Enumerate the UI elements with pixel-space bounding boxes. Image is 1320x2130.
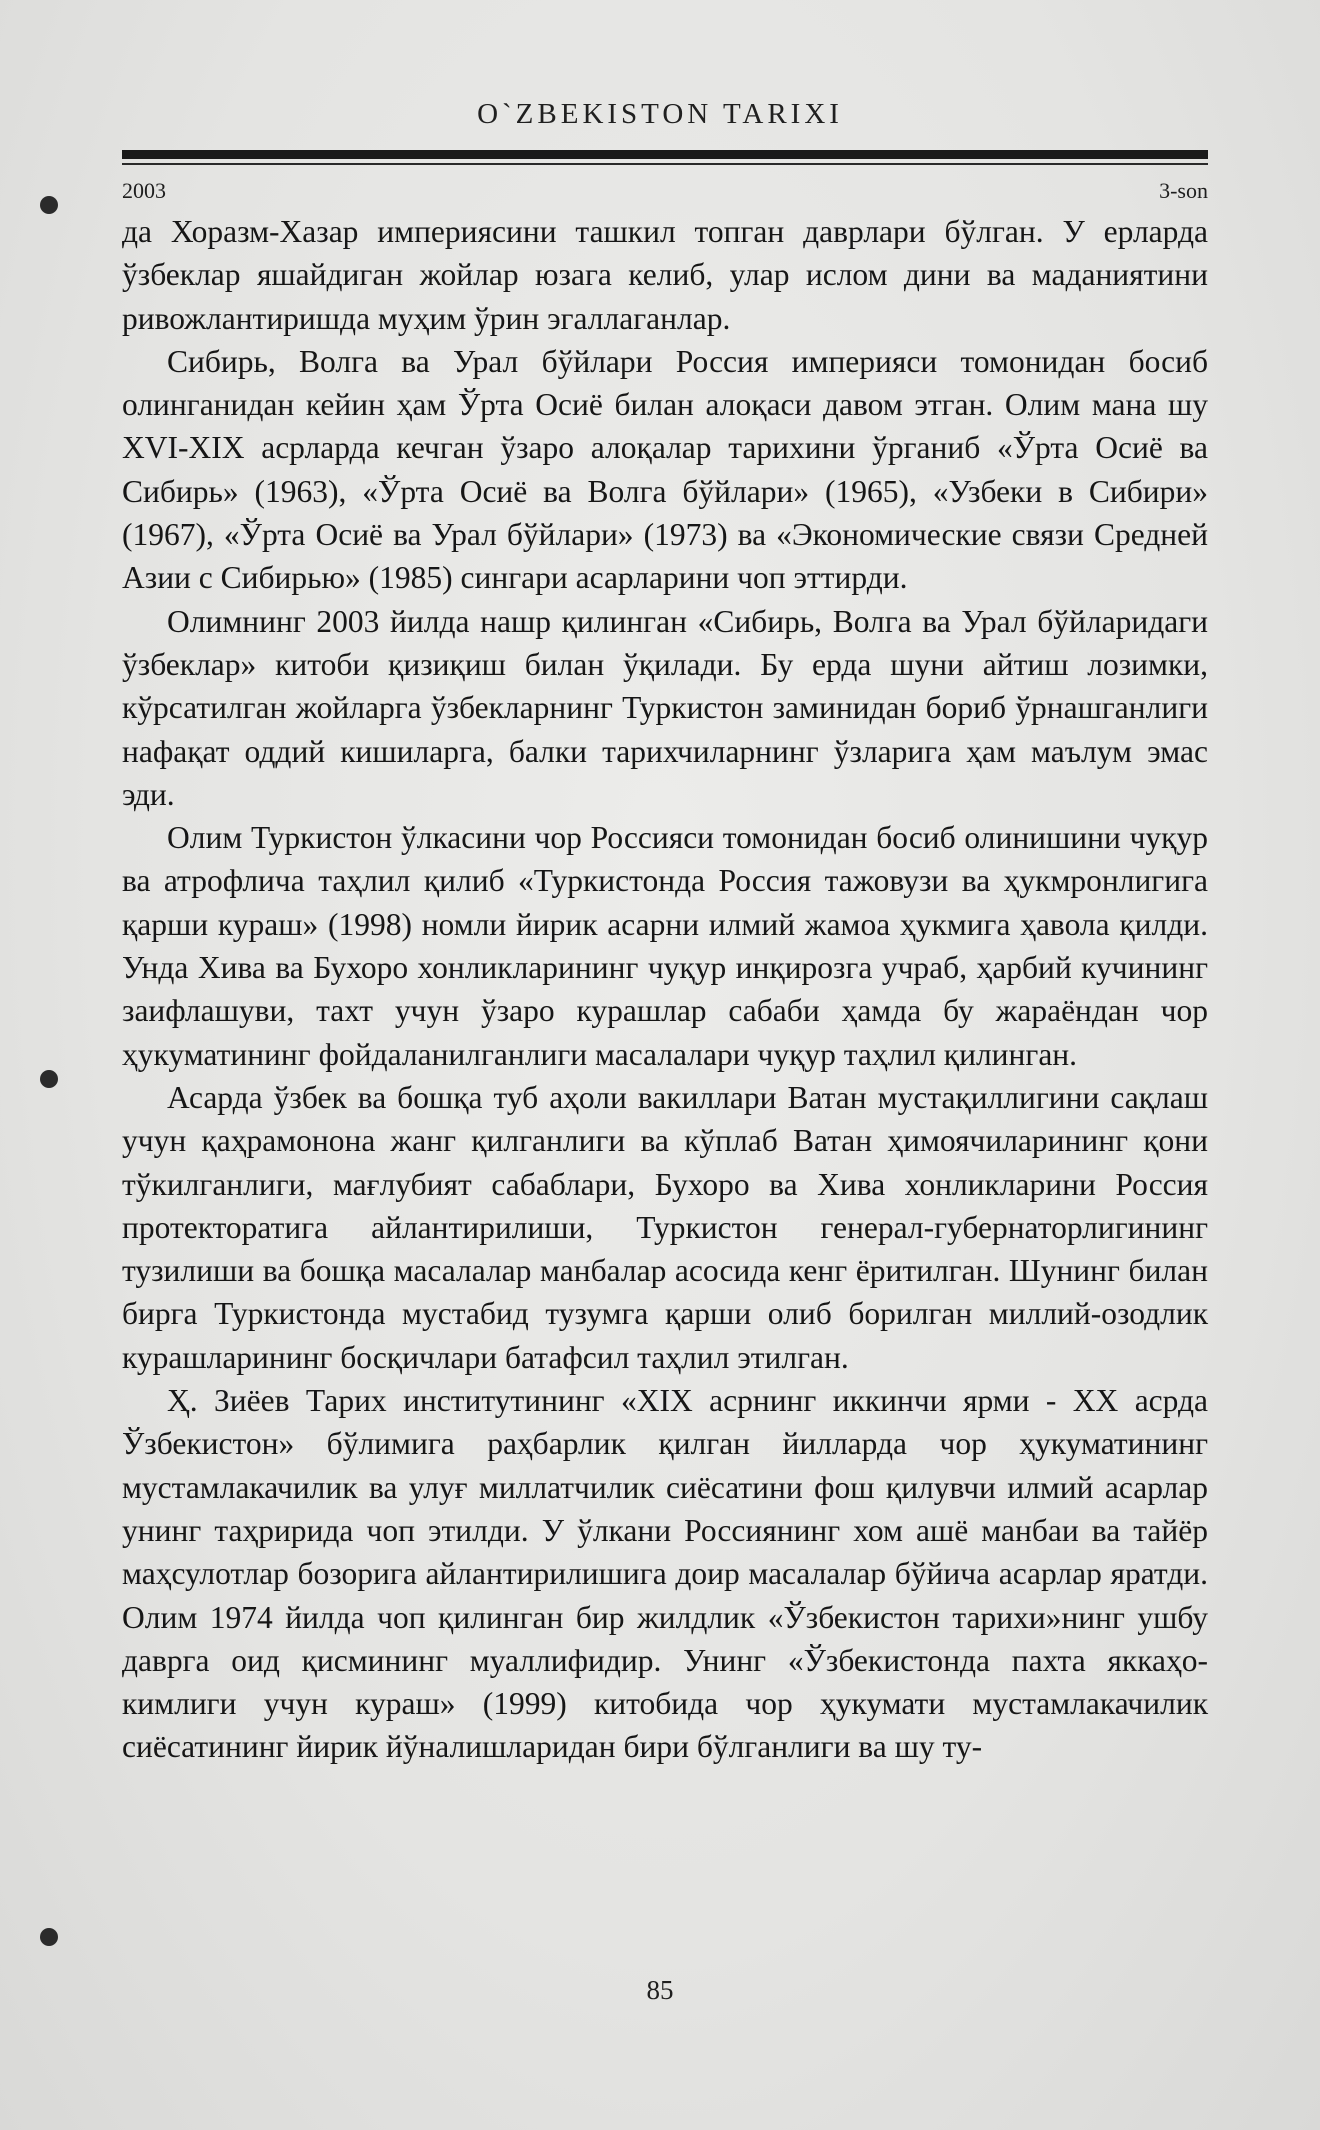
issue-year: 2003 <box>122 178 166 203</box>
paragraph: Олимнинг 2003 йилда нашр қилинган «Сибирь, Волга ва Урал бўйларидаги ўзбеклар» китоби қизиқиш билан ўқилади. Бу ерда шуни айтиш лозимки, кўрсатилган жойларга ўзбекларнинг Туркистон заминидан бориб ўрнашганлиги нафақат оддий кишиларга, балки тарихчиларнинг ўзларига ҳам маълум эмас эди. <box>122 603 1208 812</box>
paragraph: да Хоразм-Хазар империясини ташкил топган даврлари бўлган. У ерларда ўзбеклар яшайдиган жойлар юзага келиб, улар ислом дини ва маданиятини ривожлантиришда муҳим ўрин эгаллаганлар. <box>122 214 1208 336</box>
journal-title: O`ZBEKISTON TARIXI <box>477 98 843 130</box>
header-rule-thick <box>122 150 1208 159</box>
paragraph: Сибирь, Волга ва Урал бўйлари Россия империяси томонидан босиб олинганидан кейин ҳам Ўрта Осиё билан алоқаси давом этган. Олим мана шу XVI-XIX асрларда кечган ўзаро алоқалар тарихини ўрганиб «Ўрта Осиё ва Сибирь» (1963), «Ўрта Осиё ва Волга бўйлари» (1965), «Узбеки в Сибири» (1967), «Ўрта Осиё ва Урал бўйлари» (1973) ва «Экономические связи Средней Азии с Сибирью» (1985) сингари асарларини чоп эттирди. <box>122 343 1208 596</box>
paragraph: Асарда ўзбек ва бошқа туб аҳоли вакиллари Ватан мустақиллигини сақлаш учун қаҳрамонона жанг қилганлиги ва кўплаб Ватан ҳимоячиларининг қони тўкилганлиги, мағлубият сабаблари, Бухоро ва Хива хонликларини Россия протекторатига айлантирилиши, Туркистон генерал-губернаторлигининг тузилиши ва бошқа масалалар манбалар асосида кенг ёритилган. Шунинг билан бирга Туркистонда мустабид тузумга қарши олиб борилган миллий-озодлик курашларининг босқичлари батафсил таҳлил этилган. <box>122 1079 1208 1375</box>
issue-number: 3-son <box>1159 178 1208 203</box>
page-number: 85 <box>646 1975 674 2005</box>
punch-hole-middle <box>40 1070 58 1088</box>
article-body <box>122 210 1208 1769</box>
punch-hole-top <box>40 196 58 214</box>
paragraph: Олим Туркистон ўлкасини чор Россияси томонидан босиб олинишини чуқур ва атрофлича таҳлил қилиб «Туркистонда Россия тажовузи ва ҳукмронлигига қарши кураш» (1998) номли йирик асарни илмий жамоа ҳукмига ҳавола қилди. Унда Хива ва Бухоро хонликларининг чуқур инқирозга учраб, ҳарбий кучининг заифлашуви, тахт учун ўзаро курашлар сабаби ҳамда бу жараёндан чор ҳукуматининг фойдаланилганлиги масалалари чуқур таҳлил қилинган. <box>122 820 1208 1072</box>
paragraph: Ҳ. Зиёев Тарих институтининг «XIX асрнинг иккинчи ярми - XX асрда Ўзбекистон» бўлимига раҳбарлик қилган йилларда чор ҳукуматининг мустамлакачилик ва улуғ миллатчилик сиёсатини фош қилувчи илмий асарлар унинг таҳририда чоп этилди. У ўлкани Россиянинг хом ашё манбаи ва тайёр маҳсулотлар бозорига айлантирилишига доир масалалар бўйича асарлар яратди. Олим 1974 йилда чоп қилинган бир жилдлик «Ўзбекистон тарихи»нинг ушбу даврга оид қисмининг муаллифидир. Унинг «Ўзбекистонда пахта яккаҳокимлиги учун кураш» (1999) китобида чор ҳукумати мустамлакачилик сиёсатининг йирик йўналишларидан бири бўлганлиги ва шу ту- <box>122 1383 1208 1765</box>
punch-hole-bottom <box>40 1928 58 1946</box>
header-rule-thin <box>122 163 1208 165</box>
